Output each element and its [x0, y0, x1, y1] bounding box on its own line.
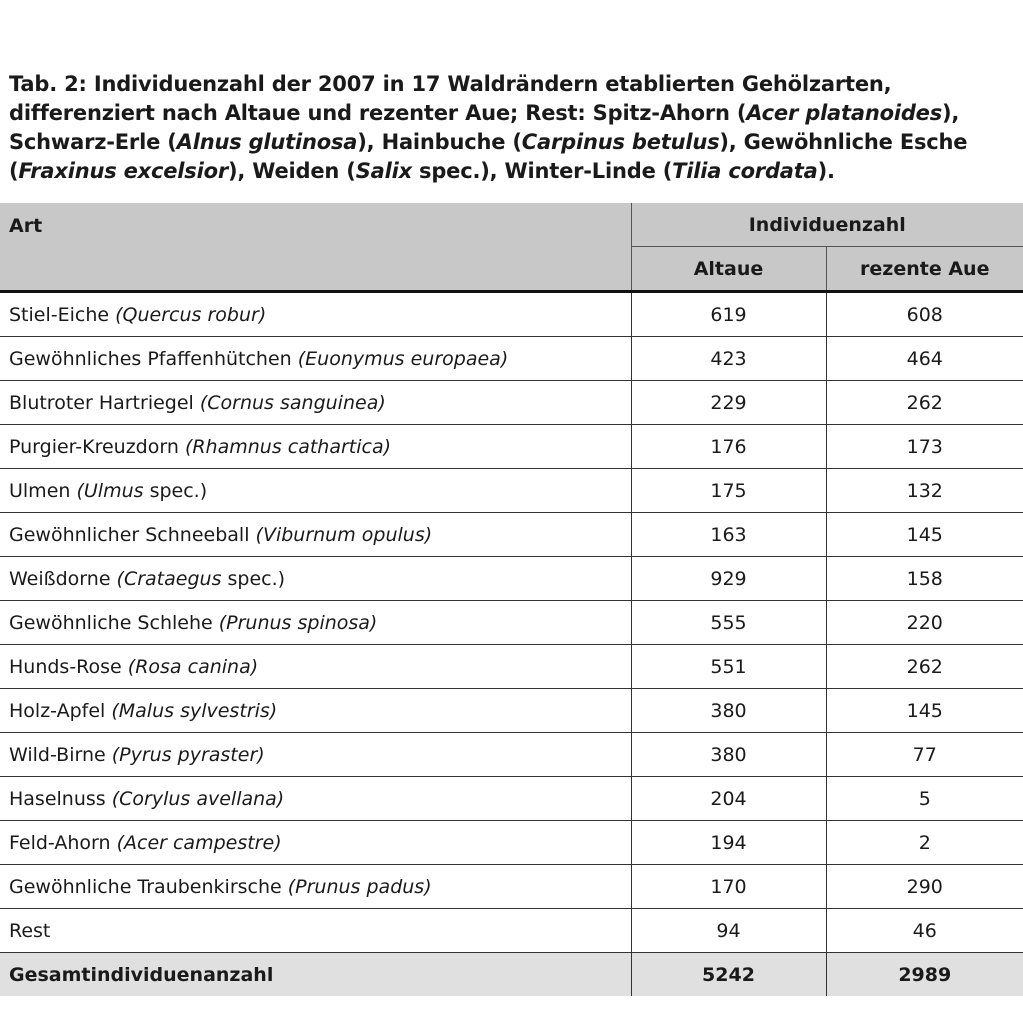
species-latin-name: (Quercus robur): [115, 303, 267, 326]
header-art: Art: [0, 203, 631, 292]
table-row: [0, 469, 1023, 513]
species-latin-name: (Prunus spinosa): [218, 611, 378, 634]
altaue-count-cell: 204: [631, 777, 826, 821]
altaue-count-cell: 229: [631, 381, 826, 425]
total-altaue-cell: 5242: [631, 953, 826, 997]
altaue-count-cell: 380: [631, 733, 826, 777]
table-caption: [9, 70, 1014, 186]
species-name-suffix: spec.): [143, 479, 208, 502]
rezente-aue-count-cell: 46: [826, 909, 1023, 953]
altaue-count-cell: 170: [631, 865, 826, 909]
table-row: [0, 733, 1023, 777]
species-latin-name: (Pyrus pyraster): [111, 743, 265, 766]
species-common-name: Holz-Apfel: [9, 699, 112, 722]
table-body: [0, 292, 1023, 997]
species-latin-name: (Malus sylvestris): [111, 699, 278, 722]
species-latin-name: (Euonymus europaea): [297, 347, 509, 370]
rezente-aue-count-cell: 220: [826, 601, 1023, 645]
species-name-cell: [0, 513, 631, 557]
table-row: [0, 381, 1023, 425]
rezente-aue-count-cell: 290: [826, 865, 1023, 909]
species-common-name: Stiel-Eiche: [9, 303, 116, 326]
rezente-aue-count-cell: 132: [826, 469, 1023, 513]
species-name-cell: [0, 292, 631, 337]
species-latin-name: (Corylus avellana): [111, 787, 285, 810]
caption-text: ), Weiden (: [228, 159, 356, 183]
species-latin-name: (Crataegus: [116, 567, 222, 590]
species-name-cell: [0, 645, 631, 689]
table-row: [0, 909, 1023, 953]
species-latin-name: (Rhamnus cathartica): [184, 435, 392, 458]
rezente-aue-count-cell: 262: [826, 645, 1023, 689]
species-common-name: Purgier-Kreuzdorn: [9, 435, 185, 458]
caption-latin: Acer platanoides: [746, 101, 942, 125]
altaue-count-cell: 929: [631, 557, 826, 601]
header-row: [0, 203, 1023, 247]
species-common-name: Gewöhnliche Traubenkirsche: [9, 875, 288, 898]
species-common-name: Haselnuss: [9, 787, 112, 810]
species-latin-name: (Viburnum opulus): [255, 523, 433, 546]
species-latin-name: (Ulmus: [76, 479, 144, 502]
species-common-name: Rest: [9, 919, 51, 942]
caption-text: Tab. 2: Individuenzahl der 2007 in 17 Waldrändern etablierten Gehölzarten, differenziert nach Altaue und rezenter Aue; Rest: Spitz-Ahorn (: [9, 72, 892, 125]
rezente-aue-count-cell: 158: [826, 557, 1023, 601]
rezente-aue-count-cell: 145: [826, 689, 1023, 733]
table-row: [0, 821, 1023, 865]
species-name-cell: [0, 425, 631, 469]
species-name-cell: [0, 733, 631, 777]
species-common-name: Gewöhnliches Pfaffenhütchen: [9, 347, 298, 370]
species-count-table: [0, 203, 1023, 996]
species-latin-name: (Rosa canina): [127, 655, 259, 678]
caption-latin: Tilia cordata: [672, 159, 818, 183]
table-row: [0, 865, 1023, 909]
header-altaue: Altaue: [631, 247, 826, 292]
header-rezente-aue: rezente Aue: [826, 247, 1023, 292]
species-common-name: Wild-Birne: [9, 743, 112, 766]
altaue-count-cell: 423: [631, 337, 826, 381]
caption-text: spec.), Winter-Linde (: [411, 159, 673, 183]
caption-latin: Fraxinus excelsior: [18, 159, 228, 183]
rezente-aue-count-cell: 173: [826, 425, 1023, 469]
species-latin-name: (Acer campestre): [116, 831, 282, 854]
caption-text: ), Schwarz-Erle (: [9, 101, 960, 154]
table-row: [0, 292, 1023, 337]
rezente-aue-count-cell: 464: [826, 337, 1023, 381]
caption-text: ), Gewöhnliche Esche (: [9, 130, 968, 183]
caption-text: ), Hainbuche (: [357, 130, 522, 154]
species-common-name: Weißdorne: [9, 567, 117, 590]
species-name-cell: [0, 865, 631, 909]
table-row: [0, 689, 1023, 733]
altaue-count-cell: 194: [631, 821, 826, 865]
rezente-aue-count-cell: 77: [826, 733, 1023, 777]
caption-text: ).: [817, 159, 835, 183]
species-name-cell: [0, 821, 631, 865]
species-name-suffix: spec.): [221, 567, 286, 590]
table-row: [0, 513, 1023, 557]
altaue-count-cell: 619: [631, 292, 826, 337]
table-row: [0, 777, 1023, 821]
species-name-cell: [0, 557, 631, 601]
species-common-name: Ulmen: [9, 479, 77, 502]
caption-latin: Alnus glutinosa: [176, 130, 358, 154]
species-name-cell: [0, 909, 631, 953]
rezente-aue-count-cell: 145: [826, 513, 1023, 557]
header-individuenzahl: Individuenzahl: [631, 203, 1023, 247]
rezente-aue-count-cell: 262: [826, 381, 1023, 425]
table-row: [0, 601, 1023, 645]
rezente-aue-count-cell: 2: [826, 821, 1023, 865]
altaue-count-cell: 176: [631, 425, 826, 469]
altaue-count-cell: 175: [631, 469, 826, 513]
species-common-name: Hunds-Rose: [9, 655, 128, 678]
species-common-name: Gewöhnlicher Schneeball: [9, 523, 256, 546]
altaue-count-cell: 94: [631, 909, 826, 953]
total-label-cell: Gesamtindividuenanzahl: [0, 953, 631, 997]
species-latin-name: (Cornus sanguinea): [199, 391, 386, 414]
table-row: [0, 557, 1023, 601]
altaue-count-cell: 380: [631, 689, 826, 733]
species-common-name: Blutroter Hartriegel: [9, 391, 200, 414]
total-rezente-aue-cell: 2989: [826, 953, 1023, 997]
total-row: [0, 953, 1023, 997]
species-name-cell: [0, 777, 631, 821]
species-name-cell: [0, 337, 631, 381]
rezente-aue-count-cell: 608: [826, 292, 1023, 337]
table-row: [0, 425, 1023, 469]
species-name-cell: [0, 381, 631, 425]
species-latin-name: (Prunus padus): [287, 875, 432, 898]
table-row: [0, 645, 1023, 689]
caption-latin: Carpinus betulus: [521, 130, 720, 154]
species-name-cell: [0, 469, 631, 513]
species-name-cell: [0, 601, 631, 645]
species-name-cell: [0, 689, 631, 733]
rezente-aue-count-cell: 5: [826, 777, 1023, 821]
table-row: [0, 337, 1023, 381]
species-common-name: Gewöhnliche Schlehe: [9, 611, 219, 634]
altaue-count-cell: 555: [631, 601, 826, 645]
caption-latin: Salix: [355, 159, 412, 183]
altaue-count-cell: 163: [631, 513, 826, 557]
altaue-count-cell: 551: [631, 645, 826, 689]
species-common-name: Feld-Ahorn: [9, 831, 117, 854]
